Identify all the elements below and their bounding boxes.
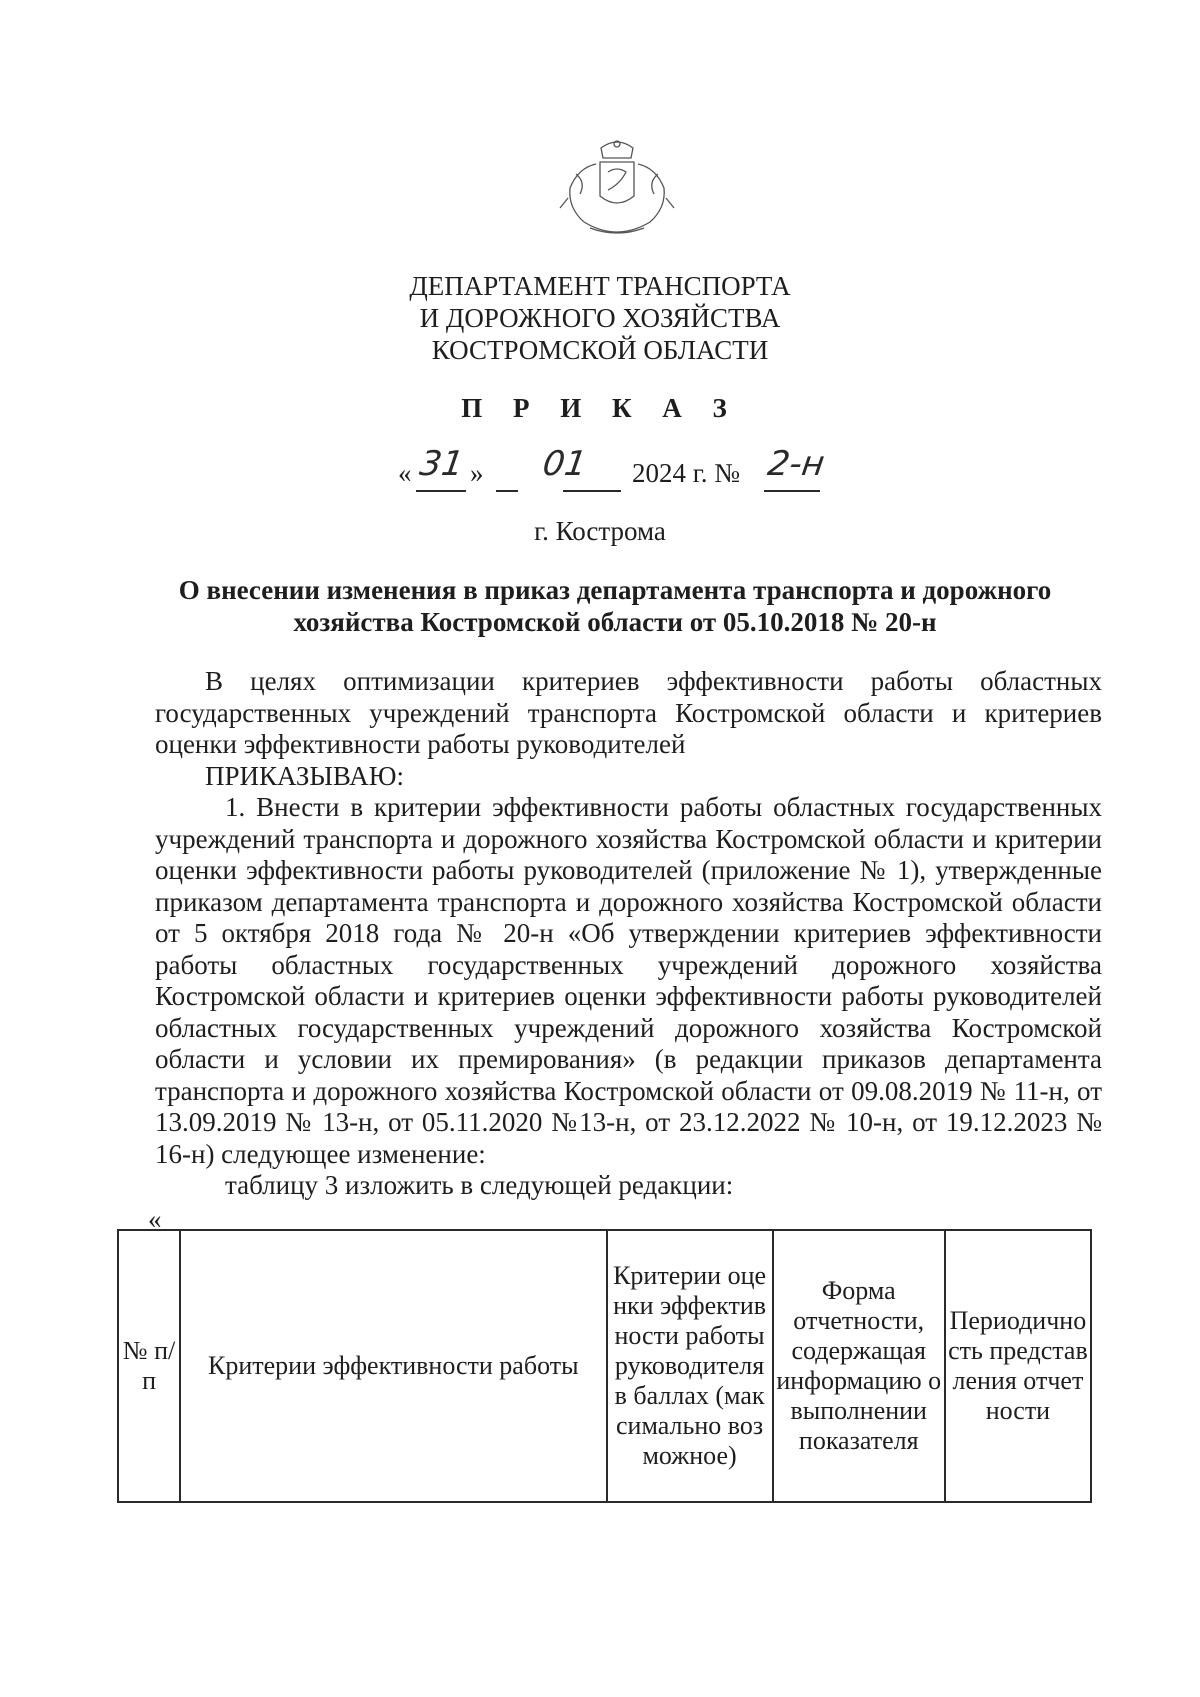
number-underline — [764, 490, 820, 492]
table-header-row — [118, 1230, 1091, 1502]
month-underline-left — [496, 490, 518, 492]
quote-close: » — [470, 458, 484, 488]
city: г. Кострома — [534, 516, 666, 546]
handwritten-day: 31 — [417, 444, 467, 484]
order-subject — [150, 574, 1080, 638]
subject-line-2: хозяйства Костромской области от 05.10.2018 № 20-н — [293, 607, 937, 637]
opening-quote-mark: « — [148, 1204, 162, 1234]
department-line-2: И ДОРОЖНОГО ХОЗЯЙСТВА — [419, 303, 781, 333]
coat-of-arms-icon — [556, 138, 678, 246]
month-underline-right — [563, 490, 621, 492]
day-underline — [416, 490, 466, 492]
department-name — [0, 270, 1200, 366]
handwritten-number: 2-н — [765, 444, 827, 484]
department-line-1: ДЕПАРТАМЕНТ ТРАНСПОРТА — [409, 271, 791, 301]
order-word: ПРИКАЗЫВАЮ: — [205, 760, 404, 791]
date-number-line — [398, 444, 918, 500]
document-type: П Р И К А З — [461, 393, 739, 423]
criteria-table — [117, 1229, 1092, 1503]
department-line-3: КОСТРОМСКОЙ ОБЛАСТИ — [431, 335, 769, 365]
table-intro: таблицу 3 изложить в следующей редакции: — [225, 1170, 734, 1200]
header-cell-number: № п/п — [118, 1230, 180, 1502]
quote-open: « — [398, 458, 412, 488]
item-1: 1. Внести в критерии эффективности работы областных государственных учреждений транспорта и дорожного хозяйства Костромской области и критерии оценки эффективности работы руководителей (приложение № 1), утвержденные приказом департамента транспорта и дорожного хозяйства Костромской области от 5 октября 2018 года № 20-н «Об утверждении критериев эффективности работы областных государственных учреждений дорожного хозяйства Костромской области и критериев оценки эффективности работы руководителей областных государственных учреждений дорожного хозяйства Костромской области и условии их премирования» (в редакции приказов департамента транспорта и дорожного хозяйства Костромской области от 09.08.2019 № 11-н, от 13.09.2019 № 13-н, от 05.11.2020 №13-н, от 23.12.2022 № 10-н, от 19.12.2023 № 16-н) следующее изменение: — [155, 792, 1102, 1169]
handwritten-month: 01 — [540, 444, 590, 484]
header-cell-score: Критерии оценки эффективности работы руководителя в баллах (максимально возможное) — [607, 1230, 773, 1502]
header-cell-periodicity: Периодичность представления отчетности — [945, 1230, 1091, 1502]
header-cell-report-form: Форма отчетности, содержащая информацию о выполнении показателя — [773, 1230, 945, 1502]
subject-line-1: О внесении изменения в приказ департамента транспорта и дорожного — [178, 575, 1052, 605]
year-and-number-label: 2024 г. № — [632, 458, 741, 488]
preamble: В целях оптимизации критериев эффективности работы областных государственных учреждений транспорта Костромской области и критериев оценки эффективности работы руководителей — [155, 666, 1102, 759]
order-body — [155, 666, 1102, 1202]
header-cell-criteria: Критерии эффективности работы — [180, 1230, 606, 1502]
